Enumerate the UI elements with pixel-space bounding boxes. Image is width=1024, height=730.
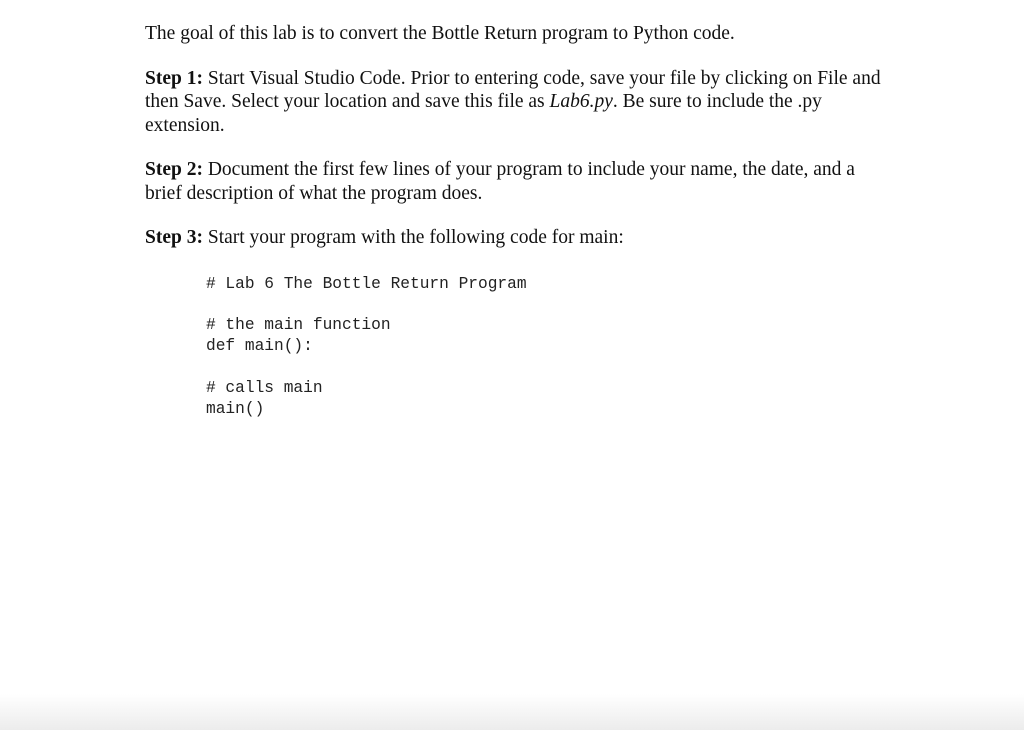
- step-2-paragraph: [145, 158, 885, 205]
- code-line-main-comment: # the main function: [206, 315, 391, 334]
- document-content: [145, 22, 885, 420]
- code-block: [206, 274, 885, 420]
- step-2-text: Document the first few lines of your program to include your name, the date, and a brief description of what the program does.: [145, 159, 855, 204]
- code-line-main-call: main(): [206, 399, 265, 418]
- step-2-label: Step 2:: [145, 159, 203, 180]
- step-3-label: Step 3:: [145, 227, 203, 248]
- page-bottom-shadow: [0, 694, 1024, 730]
- code-line-def-main: def main():: [206, 336, 313, 355]
- step-1-label: Step 1:: [145, 67, 203, 89]
- step-1-text-before: Start Visual Studio Code. Prior to entering code, save your file by clicking on File and then Save. Select your location and save this file as: [145, 67, 881, 112]
- step-3-paragraph: [145, 226, 885, 250]
- step-1-text-after: . Be sure to include the .py extension.: [145, 91, 822, 136]
- step-1-filename: Lab6.py: [549, 91, 613, 112]
- code-line-calls-comment: # calls main: [206, 378, 323, 397]
- code-line-title-comment: # Lab 6 The Bottle Return Program: [206, 274, 527, 293]
- step-3-text: Start your program with the following code for main:: [202, 227, 624, 248]
- step-1-paragraph: [145, 67, 885, 138]
- intro-paragraph: The goal of this lab is to convert the Bottle Return program to Python code.: [145, 23, 735, 44]
